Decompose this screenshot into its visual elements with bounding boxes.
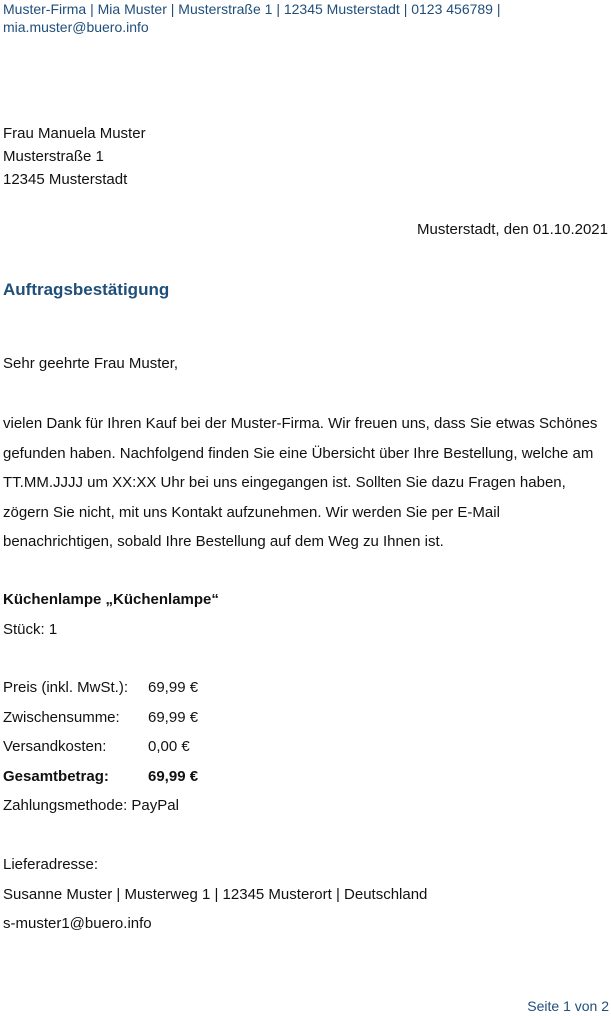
delivery-address-block — [3, 854, 427, 943]
summary-row-total — [3, 766, 198, 796]
shipping-value: 0,00 € — [148, 738, 190, 755]
order-summary — [3, 677, 198, 795]
recipient-city: 12345 Musterstadt — [3, 171, 128, 188]
delivery-address: Susanne Muster | Musterweg 1 | 12345 Musterort | Deutschland — [3, 885, 428, 903]
payment-method: Zahlungsmethode: PayPal — [3, 797, 179, 814]
summary-row-price — [3, 677, 198, 707]
product-quantity: Stück: 1 — [3, 621, 58, 638]
recipient-street: Musterstraße 1 — [3, 148, 104, 165]
product-name: Küchenlampe „Küchenlampe“ — [3, 591, 219, 608]
shipping-label: Versandkosten: — [3, 738, 107, 755]
total-value: 69,99 € — [148, 767, 199, 785]
date-line: Musterstadt, den 01.10.2021 — [417, 221, 608, 238]
price-value: 69,99 € — [148, 679, 199, 696]
body-paragraph: vielen Dank für Ihren Kauf bei der Muster-Firma. Wir freuen uns, dass Sie etwas Schönes gefunden haben. Nachfolgend finden Sie eine Übersicht über Ihre Bestellung, welche am TT.MM.JJJJ um XX:XX Uhr bei uns eingegangen ist. Sollten Sie dazu Fragen haben, zögern Sie nicht, mit uns Kontakt aufzunehmen. Wir werden Sie per E-Mail benachrichtigen, sobald Ihre Bestellung auf dem Weg zu Ihnen ist. — [3, 415, 598, 550]
recipient-address — [3, 122, 146, 191]
price-label: Preis (inkl. MwSt.): — [3, 679, 129, 696]
subtotal-label: Zwischensumme: — [3, 708, 120, 726]
delivery-email: s-muster1@buero.info — [3, 915, 152, 932]
subtotal-value: 69,99 € — [148, 708, 199, 726]
page-number: Seite 1 von 2 — [527, 998, 609, 1014]
delivery-label: Lieferadresse: — [3, 856, 99, 873]
recipient-name: Frau Manuela Muster — [3, 125, 146, 142]
salutation: Sehr geehrte Frau Muster, — [3, 355, 179, 372]
summary-row-subtotal — [3, 707, 198, 737]
total-label: Gesamtbetrag: — [3, 767, 109, 785]
sender-line: Muster-Firma | Mia Muster | Musterstraße 1 | 12345 Musterstadt | 0123 456789 | mia.muster@buero.info — [3, 1, 501, 35]
summary-row-shipping — [3, 736, 198, 766]
subject-heading: Auftragsbestätigung — [3, 280, 170, 299]
